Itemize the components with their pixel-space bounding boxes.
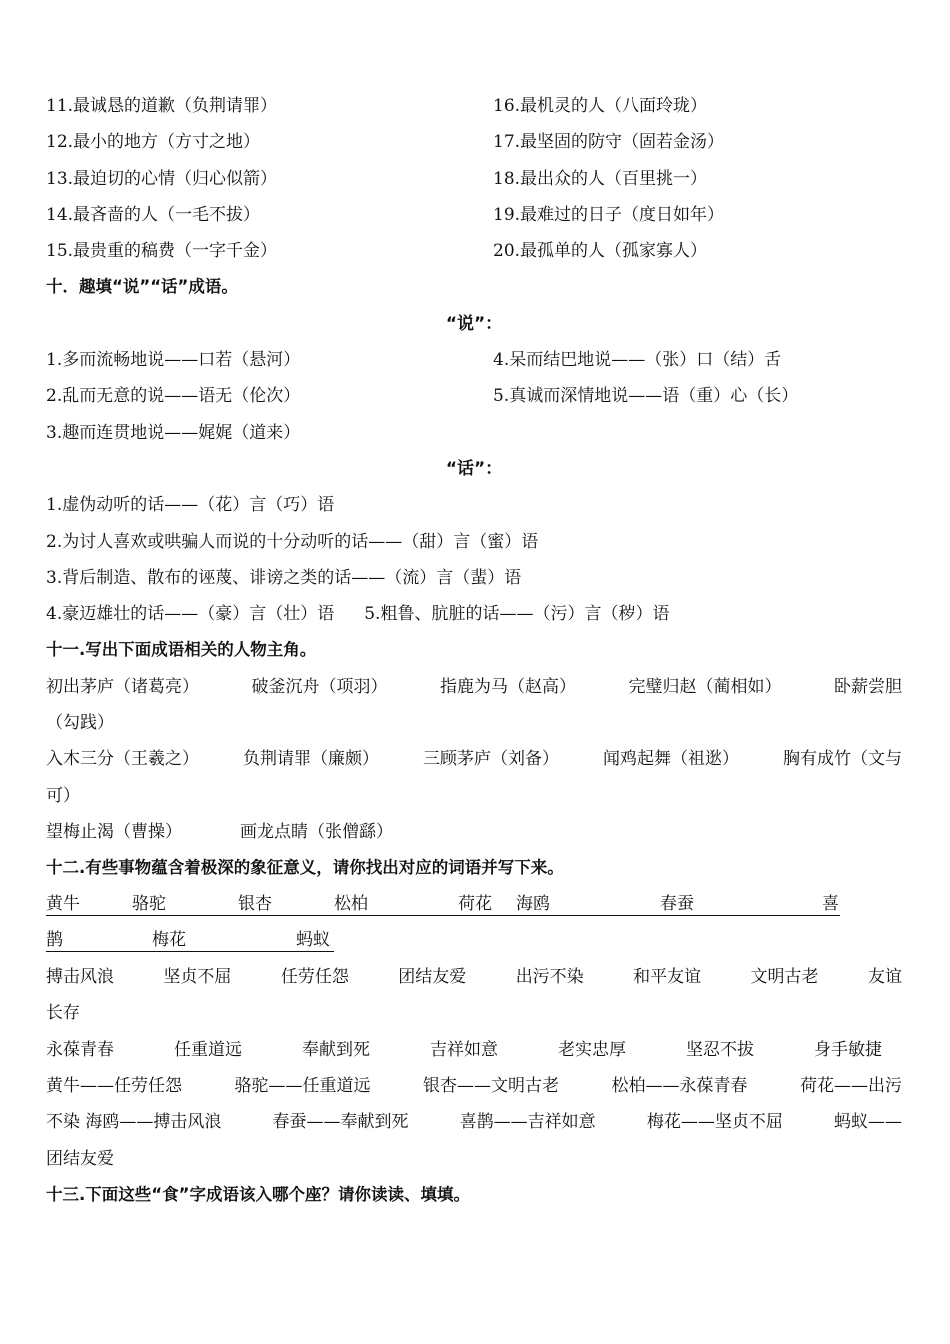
list-item: 12.最小的地方（方寸之地） — [46, 132, 261, 153]
list-item: 14.最吝啬的人（一毛不拔） — [46, 204, 261, 225]
section-12-title: 十二.有些事物蕴含着极深的象征意义，请你找出对应的词语并写下来。 — [46, 858, 564, 878]
list-item: 4.豪迈雄壮的话——（豪）言（壮）语 5.粗鲁、肮脏的话——（污）言（秽）语 — [46, 604, 670, 625]
list-item: 1.多而流畅地说——口若（悬河） — [46, 350, 301, 371]
list-item: 2.乱而无意的说——语无（伦次） — [46, 386, 301, 407]
shuo-label: “说”： — [445, 313, 503, 334]
answer-row: 黄牛——任劳任怨 骆驼——任重道远 银杏——文明古老 松柏——永葆青春 荷花——出污 — [46, 1076, 902, 1097]
list-item: 3.趣而连贯地说——娓娓（道来） — [46, 422, 301, 443]
answer-row-wrap: 团结友爱 — [46, 1148, 114, 1169]
list-item: 5.真诚而深情地说——语（重）心（长） — [493, 386, 799, 407]
idiom-row-wrap: （勾践） — [46, 713, 114, 734]
list-item: 15.最贵重的稿费（一字千金） — [46, 241, 278, 262]
list-item: 2.为讨人喜欢或哄骗人而说的十分动听的话——（甜）言（蜜）语 — [46, 531, 539, 552]
idiom-row: 入木三分（王羲之） 负荆请罪（廉颇） 三顾茅庐（刘备） 闻鸡起舞（祖逖） 胸有成竹（文与 — [46, 749, 902, 770]
section-13-title: 十三.下面这些“食”字成语该入哪个座？请你读读、填填。 — [46, 1184, 470, 1204]
list-item: 13.最迫切的心情（归心似箭） — [46, 168, 278, 189]
words-row: 搏击风浪 坚贞不屈 任劳任怨 团结友爱 出污不染 和平友谊 文明古老 友谊 — [46, 967, 902, 988]
list-item: 1.虚伪动听的话——（花）言（巧）语 — [46, 495, 335, 516]
words-row: 永葆青春 任重道远 奉献到死 吉祥如意 老实忠厚 坚忍不拔 身手敏捷 — [46, 1039, 882, 1060]
things-row: 黄牛 骆驼 银杏 松柏 荷花 海鸥 春蚕 喜 — [46, 887, 902, 923]
list-item: 16.最机灵的人（八面玲珑） — [493, 96, 708, 116]
list-item: 18.最出众的人（百里挑一） — [493, 168, 708, 189]
idiom-row: 初出茅庐（诸葛亮） 破釜沉舟（项羽） 指鹿为马（赵高） 完璧归赵（蔺相如） 卧薪尝胆 — [46, 676, 902, 697]
hua-label: “话”： — [445, 458, 503, 479]
list-item: 20.最孤单的人（孤家寡人） — [493, 241, 708, 262]
answer-row: 不染 海鸥——搏击风浪 春蚕——奉献到死 喜鹊——吉祥如意 梅花——坚贞不屈 蚂蚁—— — [46, 1112, 902, 1133]
idiom-row-wrap: 可） — [46, 785, 80, 806]
list-item: 11.最诚恳的道歉（负荆请罪） — [46, 96, 278, 116]
list-item: 3.背后制造、散布的诬蔑、诽谤之类的话——（流）言（蜚）语 — [46, 567, 522, 588]
things-row: 鹊 梅花 蚂蚁 — [46, 923, 902, 959]
list-item: 19.最难过的日子（度日如年） — [493, 204, 725, 225]
section-10-title: 十．趣填“说”“话”成语。 — [46, 277, 238, 297]
words-row-wrap: 长存 — [46, 1003, 80, 1024]
superlatives-list — [46, 88, 902, 269]
idiom-row: 望梅止渴（曹操） 画龙点睛（张僧繇） — [46, 821, 393, 842]
list-item: 17.最坚固的防守（固若金汤） — [493, 132, 725, 153]
list-item: 4.呆而结巴地说——（张）口（结）舌 — [493, 350, 782, 371]
section-11-title: 十一.写出下面成语相关的人物主角。 — [46, 640, 317, 660]
